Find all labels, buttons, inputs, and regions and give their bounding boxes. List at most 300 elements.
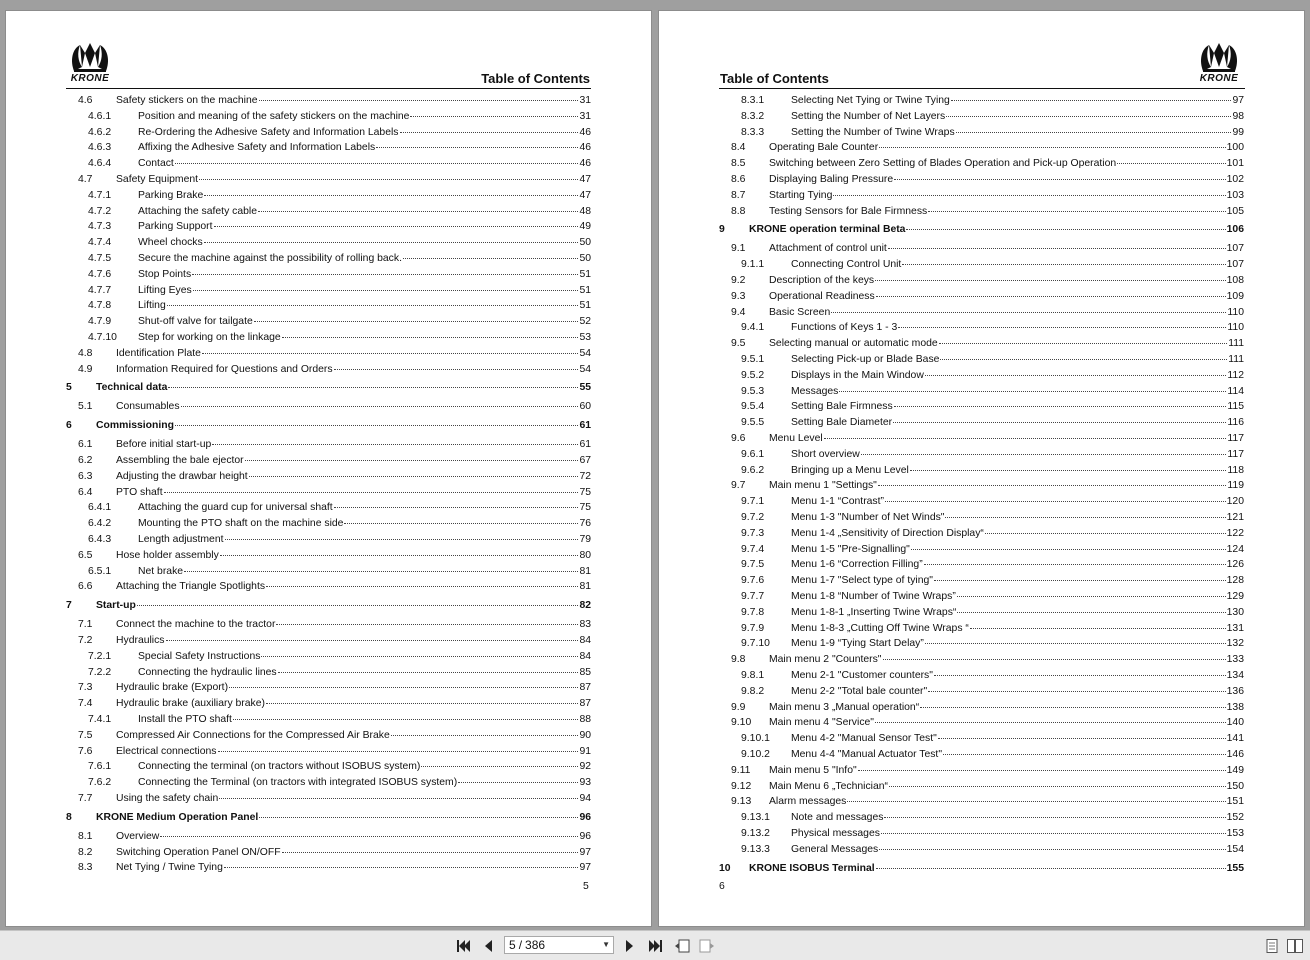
toc-entry-number: 9.9 xyxy=(731,701,746,713)
toc-entry-page: 60 xyxy=(579,401,591,413)
toc-entry[interactable] xyxy=(66,202,591,217)
dot-leader xyxy=(1117,152,1226,164)
toc-entry[interactable] xyxy=(719,239,1244,254)
toc-entry[interactable] xyxy=(66,138,591,153)
dot-leader xyxy=(245,449,579,461)
toc-entry-page: 31 xyxy=(579,110,591,122)
toc-entry[interactable] xyxy=(719,382,1244,397)
dot-leader xyxy=(259,806,578,818)
toc-entry[interactable] xyxy=(719,397,1244,412)
toc-entry[interactable] xyxy=(719,138,1244,153)
toc-entry[interactable] xyxy=(719,524,1244,539)
toc-entry-number: 4.7.8 xyxy=(88,300,112,312)
page-number: 6 xyxy=(719,881,725,892)
toc-entry[interactable] xyxy=(719,271,1244,286)
toc-entry-title: Main Menu 6 „Technician“ xyxy=(769,780,888,792)
toc-entry-title: General Messages xyxy=(791,843,879,855)
krone-crown-icon xyxy=(68,41,112,75)
toc-entry-number: 7.2.1 xyxy=(88,650,112,662)
page-selector[interactable] xyxy=(504,936,614,954)
logo-wordmark: KRONE xyxy=(1199,73,1239,84)
dot-leader xyxy=(400,121,579,133)
toc-entry[interactable] xyxy=(719,777,1244,792)
dot-leader xyxy=(199,168,578,180)
toc-entry-page: 111 xyxy=(1228,338,1244,350)
toc-entry-number: 9.4.1 xyxy=(741,322,765,334)
toc-entry-title: Stop Points xyxy=(138,268,192,280)
toc-entry-number: 9.5.3 xyxy=(741,385,765,397)
toc-entry[interactable] xyxy=(66,170,591,185)
first-page-icon[interactable] xyxy=(456,939,472,953)
toc-entry[interactable] xyxy=(66,663,591,678)
toc-entry-title: Net Tying / Twine Tying xyxy=(116,862,223,874)
toc-entry-page: 101 xyxy=(1226,158,1244,170)
toc-entry-page: 103 xyxy=(1226,189,1244,201)
toc-entry-title: Note and messages xyxy=(791,812,884,824)
toc-entry-title: Lifting Eyes xyxy=(138,284,192,296)
toc-entry-number: 9.5.4 xyxy=(741,401,765,413)
dot-leader xyxy=(985,522,1226,534)
toc-entry-title: Contact xyxy=(138,158,174,170)
toc-entry-number: 9.13.3 xyxy=(741,843,770,855)
toc-entry[interactable] xyxy=(66,757,591,772)
dot-leader xyxy=(934,569,1226,581)
toc-entry[interactable] xyxy=(66,435,591,450)
dot-leader xyxy=(883,648,1226,660)
toc-entry-number: 9.1 xyxy=(731,243,746,255)
toc-entry-title: Selecting manual or automatic mode xyxy=(769,338,938,350)
toc-entry[interactable] xyxy=(719,413,1244,428)
dot-leader xyxy=(410,105,578,117)
toc-entry-number: 9.7.3 xyxy=(741,527,765,539)
toc-entry-title: Affixing the Adhesive Safety and Information Labels xyxy=(138,142,376,154)
dot-leader xyxy=(861,443,1227,455)
toc-entry-page: 52 xyxy=(579,316,591,328)
dot-leader xyxy=(259,89,579,101)
toc-entry[interactable] xyxy=(66,577,591,592)
toc-entry-page: 82 xyxy=(579,600,591,612)
toc-entry[interactable] xyxy=(66,360,591,375)
toc-entry[interactable] xyxy=(719,220,1244,235)
dot-leader xyxy=(911,538,1226,550)
toc-entry-number: 5 xyxy=(66,382,72,394)
next-page-icon[interactable] xyxy=(622,939,638,953)
toc-entry[interactable] xyxy=(66,265,591,280)
toc-entry-number: 9.12 xyxy=(731,780,752,792)
toc-entry[interactable] xyxy=(66,249,591,264)
toc-entry-number: 8.1 xyxy=(78,830,93,842)
dot-leader xyxy=(192,263,578,275)
dot-leader xyxy=(839,380,1226,392)
toc-entry-page: 50 xyxy=(579,253,591,264)
dot-leader xyxy=(956,121,1232,133)
toc-entry-number: 7.5 xyxy=(78,729,93,741)
toc-entry-title: Safety Equipment xyxy=(116,174,199,185)
dot-leader xyxy=(266,575,578,587)
toc-entry[interactable] xyxy=(719,492,1244,507)
toc-entry[interactable] xyxy=(66,91,591,106)
toc-entry[interactable] xyxy=(719,202,1244,217)
toc-entry-title: Step for working on the linkage xyxy=(138,332,281,343)
toc-entry-title: Displays in the Main Window xyxy=(791,369,924,381)
dot-leader xyxy=(928,680,1225,692)
toc-entry[interactable] xyxy=(66,773,591,788)
toc-entry[interactable] xyxy=(66,615,591,630)
toc-entry[interactable] xyxy=(719,650,1244,665)
dot-leader xyxy=(254,310,579,322)
toc-entry[interactable] xyxy=(719,508,1244,523)
toc-entry[interactable] xyxy=(719,123,1244,138)
toc-entry-title: Menu 1-7 "Select type of tying" xyxy=(791,575,933,587)
toc-entry-number: 9.7.10 xyxy=(741,638,770,650)
toc-entry-page: 76 xyxy=(579,518,591,530)
toc-entry-title: Functions of Keys 1 - 3 xyxy=(791,322,898,334)
dot-leader xyxy=(166,629,579,641)
dot-leader xyxy=(376,136,578,148)
previous-page-icon[interactable] xyxy=(480,939,496,953)
toc-entry[interactable] xyxy=(719,91,1244,106)
toc-entry[interactable] xyxy=(66,467,591,482)
toc-entry[interactable] xyxy=(719,745,1244,760)
toc-entry[interactable] xyxy=(66,710,591,725)
toc-entry-page: 98 xyxy=(1232,110,1244,122)
toc-entry[interactable] xyxy=(719,713,1244,728)
toc-entry-page: 48 xyxy=(579,205,591,217)
toc-entry-number: 9.6.1 xyxy=(741,448,765,460)
toc-entry-page: 110 xyxy=(1227,306,1244,318)
toc-entry-title: Attaching the safety cable xyxy=(138,205,257,217)
toc-entry-title: Adjusting the drawbar height xyxy=(116,470,248,482)
toc-entry[interactable] xyxy=(719,445,1244,460)
toc-entry-page: 116 xyxy=(1227,417,1244,429)
toc-entry-page: 47 xyxy=(579,189,591,201)
dot-leader xyxy=(833,184,1225,196)
toc-entry-title: Shut-off valve for tailgate xyxy=(138,316,253,328)
toc-entry-page: 124 xyxy=(1226,543,1244,555)
toc-entry[interactable] xyxy=(719,170,1244,185)
dot-leader xyxy=(181,395,579,407)
toc-entry[interactable] xyxy=(719,303,1244,318)
toc-entry[interactable] xyxy=(66,296,591,311)
toc-entry-page: 109 xyxy=(1226,290,1244,302)
single-page-view-icon[interactable] xyxy=(1264,939,1280,953)
toc-entry[interactable] xyxy=(719,540,1244,555)
toc-entry[interactable] xyxy=(719,792,1244,807)
toc-entry[interactable] xyxy=(719,698,1244,713)
toc-entry-page: 102 xyxy=(1226,174,1244,185)
toc-entry-number: 10 xyxy=(719,862,731,874)
dot-leader xyxy=(858,759,1226,771)
toc-entry[interactable] xyxy=(66,808,591,823)
toc-entry-page: 75 xyxy=(579,502,591,514)
toc-entry-title: Information Required for Questions and Orders xyxy=(116,363,333,375)
toc-entry[interactable] xyxy=(66,397,591,412)
dot-leader xyxy=(225,528,579,540)
toc-entry-title: Connecting the hydraulic lines xyxy=(138,666,277,678)
toc-entry[interactable] xyxy=(66,123,591,138)
toc-entry-title: Displaying Baling Pressure xyxy=(769,174,894,185)
toc-entry-number: 9.7.6 xyxy=(741,575,765,587)
dot-leader xyxy=(938,727,1226,739)
toc-entry[interactable] xyxy=(719,634,1244,649)
dot-leader xyxy=(184,560,578,572)
toc-entry-number: 8.8 xyxy=(731,205,746,217)
toc-entry[interactable] xyxy=(719,107,1244,122)
toc-entry[interactable] xyxy=(66,378,591,393)
toc-entry[interactable] xyxy=(719,350,1244,365)
toc-entry[interactable] xyxy=(719,729,1244,744)
toc-entry[interactable] xyxy=(719,555,1244,570)
toc-entry-title: Connecting the terminal (on tractors without ISOBUS system) xyxy=(138,761,421,773)
dot-leader xyxy=(951,89,1232,101)
toc-entry[interactable] xyxy=(66,217,591,232)
dot-leader xyxy=(249,465,579,477)
toc-entry[interactable] xyxy=(66,344,591,359)
toc-entry[interactable] xyxy=(719,824,1244,839)
dot-leader xyxy=(224,856,579,868)
dot-leader xyxy=(875,711,1226,723)
toc-entry-number: 4.6.2 xyxy=(88,126,112,138)
dot-leader xyxy=(276,613,578,625)
toc-entry[interactable] xyxy=(719,587,1244,602)
toc-entry-page: 51 xyxy=(579,284,591,296)
viewer-toolbar xyxy=(0,930,1310,960)
toc-entry[interactable] xyxy=(66,233,591,248)
toc-entry-number: 9.6.2 xyxy=(741,464,765,476)
dot-leader xyxy=(945,506,1225,518)
dot-leader xyxy=(233,708,578,720)
toc-entry[interactable] xyxy=(66,154,591,169)
toc-entry-page: 107 xyxy=(1226,243,1244,255)
logo-wordmark: KRONE xyxy=(70,73,110,84)
dot-leader xyxy=(334,496,579,508)
toc-entry-page: 81 xyxy=(579,565,591,577)
toc-entry-number: 8.2 xyxy=(78,846,93,858)
toc-entry-page: 96 xyxy=(579,811,591,823)
toc-entry-title: Length adjustment xyxy=(138,534,224,545)
toc-entry[interactable] xyxy=(719,186,1244,201)
go-forward-view-icon[interactable] xyxy=(699,939,715,953)
dot-leader xyxy=(876,285,1226,297)
toc-entry[interactable] xyxy=(719,761,1244,776)
dot-leader xyxy=(204,184,578,196)
toc-entry-title: Menu 1-8-3 „Cutting Off Twine Wraps “ xyxy=(791,622,969,634)
toc-entry-title: Wheel chocks xyxy=(138,237,203,249)
toc-entry[interactable] xyxy=(719,619,1244,634)
dot-leader xyxy=(957,585,1226,597)
toc-entry[interactable] xyxy=(66,843,591,858)
dot-leader xyxy=(879,838,1225,850)
toc-entry-title: Install the PTO shaft xyxy=(138,714,232,725)
toc-entry-page: 122 xyxy=(1226,527,1244,539)
toc-entry[interactable] xyxy=(66,789,591,804)
toc-entry[interactable] xyxy=(66,312,591,327)
go-back-view-icon[interactable] xyxy=(674,939,690,953)
toc-entry-page: 153 xyxy=(1226,828,1244,839)
dot-leader xyxy=(344,512,578,524)
toc-entry-title: Setting the Number of Net Layers xyxy=(791,110,946,122)
toc-entry-number: 8.3.2 xyxy=(741,110,765,122)
two-page-view-icon[interactable] xyxy=(1287,939,1303,953)
toc-entry-number: 9.4 xyxy=(731,306,746,318)
toc-entry[interactable] xyxy=(66,726,591,741)
toc-entry-title: Operational Readiness xyxy=(769,290,875,302)
toc-entry[interactable] xyxy=(66,827,591,842)
toc-entry[interactable] xyxy=(66,451,591,466)
toc-entry-title: KRONE ISOBUS Terminal xyxy=(749,862,875,874)
toc-entry-title: Attachment of control unit xyxy=(769,243,887,255)
toc-entry[interactable] xyxy=(719,287,1244,302)
dot-leader xyxy=(940,348,1227,360)
toc-entry[interactable] xyxy=(66,546,591,561)
toc-entry-title: Messages xyxy=(791,385,839,397)
dot-leader xyxy=(282,841,579,853)
toc-entry-page: 131 xyxy=(1226,622,1244,634)
toc-entry-page: 97 xyxy=(579,862,591,874)
toc-entry-page: 87 xyxy=(579,682,591,694)
toc-entry-number: 7.4.1 xyxy=(88,714,112,725)
toc-entry-number: 4.7.4 xyxy=(88,237,112,249)
toc-entry-page: 106 xyxy=(1226,224,1244,236)
toc-entry[interactable] xyxy=(66,647,591,662)
toc-entry[interactable] xyxy=(66,107,591,122)
toc-entry-page: 118 xyxy=(1227,464,1244,476)
dot-leader xyxy=(875,269,1226,281)
toc-entry[interactable] xyxy=(66,498,591,513)
toc-entry[interactable] xyxy=(719,840,1244,855)
toc-entry-page: 61 xyxy=(579,439,591,451)
last-page-icon[interactable] xyxy=(647,939,663,953)
toc-entry-title: Mounting the PTO shaft on the machine side xyxy=(138,518,344,530)
toc-entry[interactable] xyxy=(719,666,1244,681)
toc-entry-title: Special Safety Instructions xyxy=(138,650,261,662)
toc-entry-number: 9 xyxy=(719,224,725,236)
toc-entry[interactable] xyxy=(719,859,1244,874)
toc-entry[interactable] xyxy=(719,429,1244,444)
toc-entry-page: 51 xyxy=(579,268,591,280)
toc-entry[interactable] xyxy=(66,678,591,693)
dot-leader xyxy=(934,664,1226,676)
toc-entry-title: Setting Bale Firmness xyxy=(791,401,893,413)
toc-entry-number: 4.9 xyxy=(78,363,93,375)
toc-entry-title: Secure the machine against the possibility of rolling back. xyxy=(138,253,402,264)
toc-entry[interactable] xyxy=(66,858,591,873)
toc-entry-number: 6.6 xyxy=(78,581,93,593)
toc-entry-page: 97 xyxy=(1232,95,1244,106)
toc-entry[interactable] xyxy=(66,514,591,529)
toc-entry[interactable] xyxy=(719,318,1244,333)
toc-entry-number: 9.5.1 xyxy=(741,354,765,365)
toc-entry-number: 4.7.1 xyxy=(88,189,112,201)
page-right xyxy=(659,11,1304,926)
toc-entry[interactable] xyxy=(66,530,591,545)
toc-entry-title: Testing Sensors for Bale Firmness xyxy=(769,205,928,217)
toc-entry-number: 9.8.1 xyxy=(741,670,765,681)
toc-entry[interactable] xyxy=(66,694,591,709)
toc-entry[interactable] xyxy=(719,255,1244,270)
toc-entry-number: 9.10.1 xyxy=(741,733,770,745)
toc-entry[interactable] xyxy=(719,154,1244,169)
toc-entry[interactable] xyxy=(66,281,591,296)
toc-entry-page: 97 xyxy=(579,846,591,858)
toc-entry[interactable] xyxy=(719,682,1244,697)
toc-entry[interactable] xyxy=(66,562,591,577)
toc-entry-title: Parking Brake xyxy=(138,189,204,201)
toc-entry-title: Overview xyxy=(116,830,160,842)
toc-entry-title: Identification Plate xyxy=(116,347,201,359)
toc-entry-page: 99 xyxy=(1232,126,1244,138)
toc-entry-title: Setting Bale Diameter xyxy=(791,417,893,429)
toc-entry-page: 92 xyxy=(579,761,591,773)
toc-entry[interactable] xyxy=(66,596,591,611)
toc-entry-title: Technical data xyxy=(96,382,168,394)
toc-entry-title: Alarm messages xyxy=(769,796,847,808)
toc-entry-title: Main menu 5 "Info" xyxy=(769,764,857,776)
toc-entry[interactable] xyxy=(66,416,591,431)
toc-entry-page: 117 xyxy=(1227,448,1244,460)
toc-entry-page: 138 xyxy=(1226,701,1244,713)
toc-entry-number: 7.1 xyxy=(78,619,93,631)
toc-entry-page: 136 xyxy=(1226,685,1244,697)
toc-entry[interactable] xyxy=(66,742,591,757)
toc-entry-page: 126 xyxy=(1226,559,1244,571)
toc-entry[interactable] xyxy=(719,334,1244,349)
dot-leader xyxy=(889,775,1226,787)
toc-entry[interactable] xyxy=(719,571,1244,586)
toc-entry-page: 112 xyxy=(1227,369,1244,381)
toc-entry-number: 4.7.3 xyxy=(88,221,112,233)
toc-entry[interactable] xyxy=(66,631,591,646)
dot-leader xyxy=(458,771,578,783)
toc-entry-page: 114 xyxy=(1227,385,1244,397)
toc-entry-number: 8.3.1 xyxy=(741,95,765,106)
toc-entry-page: 54 xyxy=(579,363,591,375)
dot-leader xyxy=(888,237,1226,249)
toc-entry[interactable] xyxy=(719,476,1244,491)
dot-leader xyxy=(193,279,579,291)
toc-entry-number: 4.7.10 xyxy=(88,332,117,343)
dot-leader xyxy=(946,105,1231,117)
toc-entry-number: 4.6.3 xyxy=(88,142,112,154)
toc-entry-title: Menu 1-4 „Sensitivity of Direction Display“ xyxy=(791,527,984,539)
toc-entry-page: 79 xyxy=(579,534,591,545)
toc-entry[interactable] xyxy=(66,186,591,201)
toc-entry-title: Attaching the Triangle Spotlights xyxy=(116,581,266,593)
toc-entry[interactable] xyxy=(719,461,1244,476)
toc-entry-number: 4.7.9 xyxy=(88,316,112,328)
toc-entry-number: 9.2 xyxy=(731,275,746,286)
toc-entry[interactable] xyxy=(719,603,1244,618)
toc-entry-title: Selecting Pick-up or Blade Base xyxy=(791,354,940,365)
dot-leader xyxy=(831,301,1226,313)
toc-entry[interactable] xyxy=(719,808,1244,823)
toc-entry-page: 117 xyxy=(1227,433,1244,444)
toc-entry-page: 151 xyxy=(1226,796,1244,808)
toc-entry-page: 111 xyxy=(1228,354,1244,365)
krone-logo xyxy=(1197,41,1241,87)
toc-entry[interactable] xyxy=(66,328,591,343)
dot-leader xyxy=(957,601,1225,613)
toc-entry-page: 80 xyxy=(579,549,591,561)
toc-entry[interactable] xyxy=(66,483,591,498)
toc-entry-number: 9.6 xyxy=(731,433,746,444)
dot-leader xyxy=(878,474,1227,486)
dot-leader xyxy=(218,740,579,752)
toc-entry-page: 72 xyxy=(579,470,591,482)
dot-leader xyxy=(884,806,1225,818)
chevron-down-icon[interactable]: ▼ xyxy=(602,940,610,949)
toc-entry[interactable] xyxy=(719,366,1244,381)
